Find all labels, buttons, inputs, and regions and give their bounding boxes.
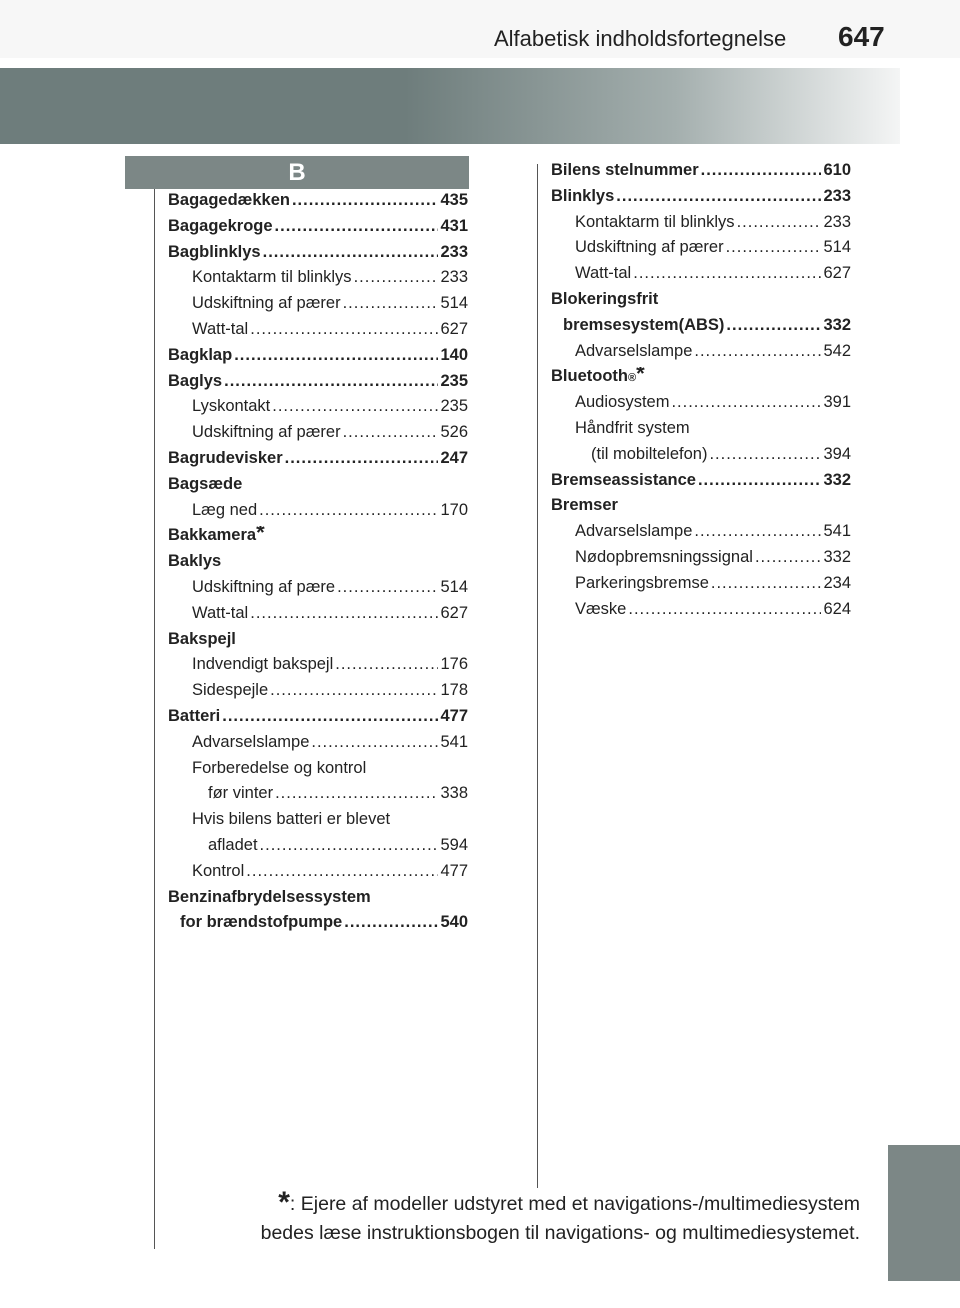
entry-label: Blinklys	[551, 186, 615, 205]
index-entry	[168, 346, 468, 372]
entry-page: 627	[440, 319, 468, 338]
leader-dots	[260, 836, 439, 855]
leader-dots	[246, 862, 438, 881]
leader-dots	[259, 501, 438, 520]
index-entry	[168, 372, 468, 398]
entry-label: Watt-tal	[192, 603, 249, 622]
footnote-marker: *	[278, 1186, 290, 1219]
leader-dots	[701, 161, 822, 180]
leader-dots	[671, 393, 821, 412]
entry-page: 170	[440, 500, 468, 519]
index-entry	[551, 548, 851, 574]
entry-page: 233	[440, 242, 468, 261]
entry-label: Bremseassistance	[551, 470, 696, 489]
entry-label: Udskiftning af pærer	[192, 294, 341, 313]
index-entry	[168, 913, 468, 939]
entry-label: Håndfrit system	[575, 418, 690, 437]
index-entry	[551, 161, 851, 187]
entry-page: 233	[440, 268, 468, 287]
section-title: Alfabetisk indholdsfortegnelse	[494, 26, 787, 51]
entry-label: Udskiftning af pærer	[192, 423, 341, 442]
leader-dots	[285, 449, 439, 468]
index-entry	[168, 836, 468, 862]
index-entry	[168, 630, 468, 656]
index-entry	[551, 213, 851, 239]
leader-dots	[234, 346, 438, 365]
index-entry	[168, 655, 468, 681]
entry-label: Batteri	[168, 706, 221, 725]
entry-label: Bagklap	[168, 345, 233, 364]
leader-dots	[737, 213, 822, 232]
index-entry	[168, 423, 468, 449]
leader-dots	[343, 423, 439, 442]
entry-page: 235	[440, 371, 468, 390]
index-entry	[168, 862, 468, 888]
leader-dots	[343, 294, 439, 313]
entry-page: 140	[440, 345, 468, 364]
index-entry	[551, 419, 851, 445]
index-entry	[168, 733, 468, 759]
page-number: 647	[838, 21, 885, 52]
entry-page: 526	[440, 423, 468, 442]
leader-dots	[709, 445, 821, 464]
entry-label: Indvendigt bakspejl	[192, 655, 334, 674]
entry-page: 247	[440, 448, 468, 467]
entry-label: Hvis bilens batteri er blevet	[192, 810, 391, 829]
entry-page: 477	[440, 706, 468, 725]
entry-label: Kontrol	[192, 861, 245, 880]
index-entry: Bakkamera *	[168, 526, 265, 546]
leader-dots	[711, 574, 822, 593]
entry-label: Bakspejl	[168, 629, 236, 648]
entry-page: 477	[440, 861, 468, 880]
entry-label: Parkeringsbremse	[575, 573, 709, 592]
entry-page: 332	[823, 315, 851, 334]
entry-page: 235	[440, 397, 468, 416]
leader-dots	[250, 320, 438, 339]
entry-page: 624	[823, 599, 851, 618]
index-column-left	[168, 191, 468, 939]
entry-label: Bagagedækken	[168, 191, 290, 209]
index-entry	[168, 320, 468, 346]
index-entry	[551, 342, 851, 368]
entry-label: før vinter	[208, 784, 274, 803]
leader-dots	[726, 238, 822, 257]
index-entry	[168, 578, 468, 604]
index-entry	[551, 290, 851, 316]
entry-label: Blokeringsfrit	[551, 289, 659, 308]
index-entry	[168, 810, 468, 836]
entry-page: 332	[823, 547, 851, 566]
entry-page: 233	[823, 212, 851, 231]
index-entry	[551, 393, 851, 419]
leader-dots	[726, 316, 821, 335]
entry-label: Lyskontakt	[192, 397, 271, 416]
entry-label: Kontaktarm til blinklys	[192, 268, 352, 287]
index-entry	[168, 759, 468, 785]
index-entry	[168, 268, 468, 294]
entry-page: 394	[823, 444, 851, 463]
entry-label: Bilens stelnummer	[551, 161, 699, 179]
index-entry	[551, 471, 851, 497]
entry-label: Bagblinklys	[168, 242, 261, 261]
leader-dots	[354, 268, 439, 287]
entry-page: 514	[823, 238, 851, 257]
entry-label: Udskiftning af pærer	[575, 238, 724, 257]
leader-dots	[270, 681, 438, 700]
entry-page: 594	[440, 835, 468, 854]
leader-dots	[275, 217, 439, 236]
entry-page: 234	[823, 573, 851, 592]
section-letter: B	[125, 156, 469, 189]
leader-dots	[755, 548, 822, 567]
index-entry	[168, 217, 468, 243]
entry-label: Sidespejle	[192, 681, 269, 700]
index-entry	[168, 784, 468, 810]
entry-label: Bluetooth	[551, 367, 628, 386]
entry-page: 435	[440, 191, 468, 209]
entry-label: Advarselslampe	[575, 341, 693, 360]
index-entry	[168, 707, 468, 733]
entry-label: Kontaktarm til blinklys	[575, 212, 735, 231]
leader-dots	[633, 264, 821, 283]
index-entry	[168, 449, 468, 475]
index-entry	[168, 501, 468, 527]
entry-label: for brændstofpumpe	[180, 913, 343, 932]
index-entry	[168, 604, 468, 630]
index-entry	[168, 552, 468, 578]
entry-label: Bremser	[551, 496, 618, 515]
entry-label: Watt-tal	[192, 319, 249, 338]
entry-page: 514	[440, 577, 468, 596]
entry-page: 338	[440, 784, 468, 803]
index-entry	[551, 600, 851, 626]
side-tab	[888, 1145, 960, 1281]
entry-label: Udskiftning af pære	[192, 577, 336, 596]
leader-dots	[292, 191, 439, 210]
footnote-line-1: *: Ejere af modeller udstyret med et navigations-/multimediesystem	[278, 1186, 860, 1219]
entry-label: Bagagekroge	[168, 216, 273, 235]
footnote-line-2: bedes læse instruktionsbogen til navigations- og multimediesystemet.	[260, 1222, 860, 1244]
entry-page: 542	[823, 341, 851, 360]
entry-label: Advarselslampe	[192, 732, 310, 751]
index-entry: Bluetooth ® *	[551, 367, 645, 387]
leader-dots	[224, 372, 438, 391]
entry-page: 541	[440, 732, 468, 751]
entry-label: Bakkamera	[168, 526, 257, 545]
leader-dots	[694, 522, 821, 541]
entry-label: Bagsæde	[168, 474, 243, 493]
entry-label: Watt-tal	[575, 264, 632, 283]
index-column-right	[551, 161, 851, 625]
index-entry	[168, 243, 468, 269]
entry-page: 332	[823, 470, 851, 489]
entry-label: Væske	[575, 599, 627, 618]
leader-dots	[698, 471, 822, 490]
entry-label: Advarselslampe	[575, 522, 693, 541]
leader-dots	[628, 600, 821, 619]
page-header	[0, 0, 960, 58]
entry-label: Benzinafbrydelsessystem	[168, 887, 371, 906]
entry-page: 627	[823, 264, 851, 283]
entry-page: 391	[823, 393, 851, 412]
entry-label: Læg ned	[192, 500, 258, 519]
index-entry	[551, 496, 851, 522]
index-entry	[551, 264, 851, 290]
leader-dots	[311, 733, 438, 752]
index-entry	[551, 316, 851, 342]
index-entry	[551, 574, 851, 600]
entry-page: 541	[823, 522, 851, 541]
footnote	[200, 1188, 860, 1248]
column-divider	[537, 164, 538, 1188]
entry-label: Forberedelse og kontrol	[192, 758, 367, 777]
left-rule	[154, 189, 155, 1249]
leader-dots	[616, 187, 821, 206]
entry-label: Baklys	[168, 552, 222, 571]
entry-page: 514	[440, 294, 468, 313]
leader-dots	[335, 655, 438, 674]
entry-label: bremsesystem(ABS)	[563, 315, 725, 334]
entry-page: 176	[440, 655, 468, 674]
entry-page: 610	[823, 161, 851, 179]
entry-label: Nødopbremsningssignal	[575, 547, 753, 566]
entry-label: (til mobiltelefon)	[591, 444, 708, 463]
entry-label: Baglys	[168, 371, 223, 390]
entry-label: afladet	[208, 835, 258, 854]
entry-label: Bagrudevisker	[168, 448, 283, 467]
header-banner	[0, 68, 900, 144]
entry-page: 627	[440, 603, 468, 622]
entry-label: Audiosystem	[575, 393, 670, 412]
index-entry	[551, 445, 851, 471]
index-entry	[168, 475, 468, 501]
leader-dots	[222, 707, 438, 726]
leader-dots	[263, 243, 439, 262]
leader-dots	[344, 913, 438, 932]
index-entry	[168, 888, 468, 914]
index-entry	[551, 522, 851, 548]
entry-page: 233	[823, 186, 851, 205]
leader-dots	[272, 397, 438, 416]
index-entry	[168, 294, 468, 320]
index-entry	[168, 191, 468, 217]
leader-dots	[275, 784, 438, 803]
index-entry	[168, 397, 468, 423]
index-entry	[551, 187, 851, 213]
entry-page: 431	[440, 216, 468, 235]
entry-page: 540	[440, 913, 468, 932]
index-entry	[168, 681, 468, 707]
leader-dots	[250, 604, 438, 623]
leader-dots	[694, 342, 821, 361]
index-entry	[551, 238, 851, 264]
leader-dots	[337, 578, 438, 597]
entry-page: 178	[440, 681, 468, 700]
